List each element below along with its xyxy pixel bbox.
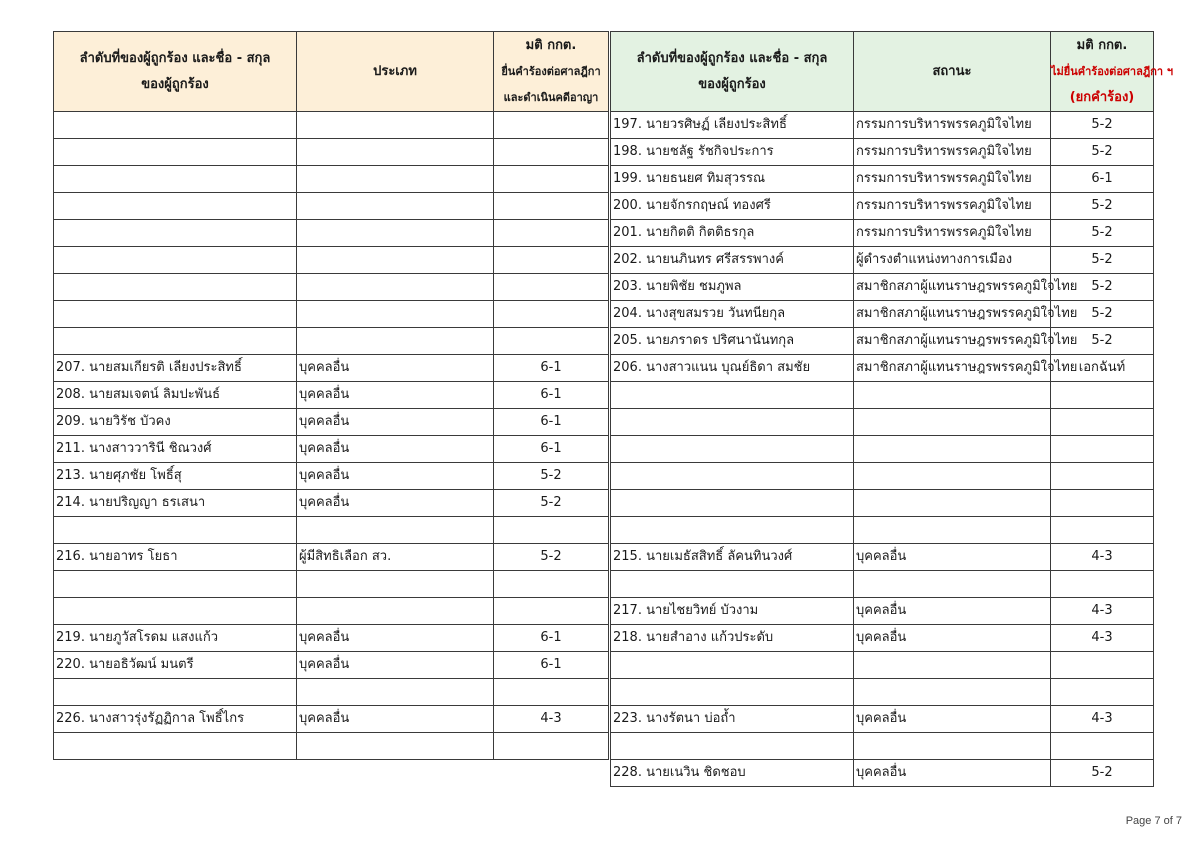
- left-cell-name: 220. นายอธิวัฒน์ มนตรี: [54, 652, 297, 679]
- right-cell-name: 199. นายธนยศ ทิมสุวรรณ: [611, 166, 854, 193]
- left-cell-type: ผู้มีสิทธิเลือก สว.: [297, 544, 494, 571]
- right-table-row: [611, 328, 1154, 355]
- right-cell-status: สมาชิกสภาผู้แทนราษฎรพรรคภูมิใจไทย: [854, 274, 1051, 301]
- right-cell-vote: 5-2: [1051, 193, 1154, 220]
- right-table-row: [611, 517, 1154, 544]
- left-cell-vote: [494, 193, 609, 220]
- left-table-row: [54, 625, 609, 652]
- left-cell-vote: [494, 166, 609, 193]
- right-cell-vote: 5-2: [1051, 112, 1154, 139]
- right-header-name-line1: ลำดับที่ของผู้ถูกร้อง และชื่อ - สกุล: [636, 50, 828, 66]
- right-cell-vote: [1051, 436, 1154, 463]
- right-cell-vote: [1051, 382, 1154, 409]
- right-header-vote-line3: (ยกคำร้อง): [1069, 89, 1135, 105]
- left-cell-name: [54, 571, 297, 598]
- right-cell-status: บุคคลอื่น: [854, 598, 1051, 625]
- right-cell-vote: [1051, 517, 1154, 544]
- right-cell-vote: 5-2: [1051, 220, 1154, 247]
- left-table: [53, 31, 609, 760]
- right-table-row: [611, 139, 1154, 166]
- right-cell-status: [854, 409, 1051, 436]
- left-cell-name: [54, 139, 297, 166]
- right-cell-status: บุคคลอื่น: [854, 544, 1051, 571]
- right-header-status: สถานะ: [854, 32, 1051, 112]
- left-cell-type: [297, 247, 494, 274]
- right-cell-vote: 5-2: [1051, 301, 1154, 328]
- left-cell-type: บุคคลอื่น: [297, 652, 494, 679]
- right-table-row: [611, 706, 1154, 733]
- right-cell-name: 205. นายภราดร ปริศนานันทกุล: [611, 328, 854, 355]
- left-cell-name: [54, 328, 297, 355]
- left-cell-vote: 6-1: [494, 652, 609, 679]
- left-header-vote-line1: มติ กกต.: [525, 37, 577, 53]
- left-cell-vote: [494, 247, 609, 274]
- left-cell-name: 219. นายภูวัสโรดม แสงแก้ว: [54, 625, 297, 652]
- right-table-row: [611, 247, 1154, 274]
- left-cell-vote: 5-2: [494, 463, 609, 490]
- left-cell-vote: 6-1: [494, 436, 609, 463]
- right-cell-vote: [1051, 571, 1154, 598]
- left-cell-type: [297, 571, 494, 598]
- right-cell-vote: [1051, 463, 1154, 490]
- left-cell-type: บุคคลอื่น: [297, 706, 494, 733]
- left-cell-vote: 6-1: [494, 382, 609, 409]
- right-table-row: [611, 544, 1154, 571]
- left-cell-type: [297, 517, 494, 544]
- right-table-row: [611, 760, 1154, 787]
- right-table-row: [611, 382, 1154, 409]
- right-cell-vote: [1051, 409, 1154, 436]
- right-cell-name: [611, 490, 854, 517]
- left-table-body: [54, 112, 609, 760]
- left-cell-vote: 5-2: [494, 490, 609, 517]
- left-cell-vote: [494, 301, 609, 328]
- left-table-row: [54, 355, 609, 382]
- left-cell-type: บุคคลอื่น: [297, 382, 494, 409]
- left-header-vote-line3: และดำเนินคดีอาญา: [503, 90, 599, 104]
- left-table-row: [54, 679, 609, 706]
- left-cell-name: 207. นายสมเกียรติ เลียงประสิทธิ์: [54, 355, 297, 382]
- left-table-row: [54, 193, 609, 220]
- left-cell-name: [54, 220, 297, 247]
- left-table-row: [54, 571, 609, 598]
- left-cell-name: [54, 679, 297, 706]
- left-cell-type: [297, 193, 494, 220]
- left-cell-vote: [494, 598, 609, 625]
- right-cell-status: กรรมการบริหารพรรคภูมิใจไทย: [854, 139, 1051, 166]
- right-cell-name: 204. นางสุขสมรวย วันทนียกุล: [611, 301, 854, 328]
- right-cell-vote: [1051, 490, 1154, 517]
- right-cell-vote: 4-3: [1051, 625, 1154, 652]
- left-header-type: ประเภท: [297, 32, 494, 112]
- right-cell-name: [611, 571, 854, 598]
- right-cell-status: [854, 463, 1051, 490]
- right-table-row: [611, 409, 1154, 436]
- left-header-name: [54, 32, 297, 112]
- right-cell-name: 198. นายชลัฐ รัชกิจประการ: [611, 139, 854, 166]
- right-cell-name: [611, 733, 854, 760]
- right-cell-name: 203. นายพิชัย ชมภูพล: [611, 274, 854, 301]
- right-table-row: [611, 598, 1154, 625]
- right-table-row: [611, 220, 1154, 247]
- right-table-row: [611, 274, 1154, 301]
- right-cell-status: [854, 679, 1051, 706]
- left-cell-type: [297, 733, 494, 760]
- right-cell-vote: เอกฉันท์: [1051, 355, 1154, 382]
- right-cell-name: [611, 517, 854, 544]
- right-table-row: [611, 625, 1154, 652]
- right-cell-status: บุคคลอื่น: [854, 760, 1051, 787]
- left-header-name-line2: ของผู้ถูกร้อง: [141, 76, 209, 92]
- right-table-row: [611, 355, 1154, 382]
- right-cell-name: 223. นางรัตนา บ่อถ้ำ: [611, 706, 854, 733]
- left-cell-name: 208. นายสมเจตน์ ลิมปะพันธ์: [54, 382, 297, 409]
- right-cell-status: [854, 517, 1051, 544]
- left-cell-vote: [494, 274, 609, 301]
- left-table-row: [54, 463, 609, 490]
- left-header-row: [54, 32, 609, 112]
- right-cell-name: 197. นายวรศิษฏ์ เลียงประสิทธิ์: [611, 112, 854, 139]
- left-cell-name: [54, 247, 297, 274]
- left-table-row: [54, 112, 609, 139]
- right-header-name-line2: ของผู้ถูกร้อง: [698, 76, 766, 92]
- right-header-vote-line1: มติ กกต.: [1076, 37, 1128, 53]
- left-cell-name: 216. นายอาทร โยธา: [54, 544, 297, 571]
- left-cell-vote: [494, 112, 609, 139]
- right-cell-status: สมาชิกสภาผู้แทนราษฎรพรรคภูมิใจไทย: [854, 355, 1051, 382]
- right-cell-vote: 5-2: [1051, 247, 1154, 274]
- right-table-row: [611, 571, 1154, 598]
- left-cell-type: [297, 301, 494, 328]
- left-cell-vote: 5-2: [494, 544, 609, 571]
- right-cell-vote: [1051, 733, 1154, 760]
- left-cell-name: [54, 733, 297, 760]
- left-cell-type: บุคคลอื่น: [297, 409, 494, 436]
- left-cell-name: [54, 301, 297, 328]
- left-cell-type: บุคคลอื่น: [297, 490, 494, 517]
- left-cell-vote: 4-3: [494, 706, 609, 733]
- right-cell-name: [611, 679, 854, 706]
- left-cell-vote: [494, 220, 609, 247]
- left-table-row: [54, 139, 609, 166]
- right-cell-status: กรรมการบริหารพรรคภูมิใจไทย: [854, 220, 1051, 247]
- left-cell-type: บุคคลอื่น: [297, 625, 494, 652]
- right-cell-name: 201. นายกิตติ กิตติธรกุล: [611, 220, 854, 247]
- left-cell-vote: [494, 139, 609, 166]
- right-cell-vote: 4-3: [1051, 706, 1154, 733]
- left-table-row: [54, 436, 609, 463]
- left-table-row: [54, 166, 609, 193]
- right-table-row: [611, 436, 1154, 463]
- left-table-row: [54, 247, 609, 274]
- left-cell-type: [297, 679, 494, 706]
- left-cell-vote: 6-1: [494, 625, 609, 652]
- left-cell-name: [54, 193, 297, 220]
- left-table-row: [54, 490, 609, 517]
- right-cell-name: [611, 652, 854, 679]
- left-cell-type: [297, 274, 494, 301]
- left-cell-vote: [494, 571, 609, 598]
- right-cell-name: [611, 463, 854, 490]
- right-table-row: [611, 652, 1154, 679]
- left-table-row: [54, 274, 609, 301]
- right-cell-status: สมาชิกสภาผู้แทนราษฎรพรรคภูมิใจไทย: [854, 301, 1051, 328]
- left-table-row: [54, 382, 609, 409]
- right-cell-status: [854, 490, 1051, 517]
- left-header-vote: [494, 32, 609, 112]
- left-table-row: [54, 409, 609, 436]
- left-header-name-line1: ลำดับที่ของผู้ถูกร้อง และชื่อ - สกุล: [79, 50, 271, 66]
- left-cell-name: [54, 166, 297, 193]
- right-cell-vote: 4-3: [1051, 598, 1154, 625]
- left-cell-name: 226. นางสาวรุ่งรัฏฏิกาล โพธิ์ไกร: [54, 706, 297, 733]
- right-cell-name: 215. นายเมธัสสิทธิ์ ลัคนทินวงศ์: [611, 544, 854, 571]
- left-cell-name: [54, 517, 297, 544]
- left-cell-vote: 6-1: [494, 409, 609, 436]
- left-header-vote-line2: ยื่นคำร้องต่อศาลฎีกา: [501, 64, 601, 78]
- right-header-vote: [1051, 32, 1174, 112]
- right-cell-status: [854, 733, 1051, 760]
- left-cell-name: 214. นายปริญญา ธรเสนา: [54, 490, 297, 517]
- right-cell-status: บุคคลอื่น: [854, 625, 1051, 652]
- right-table-row: [611, 490, 1154, 517]
- left-table-row: [54, 517, 609, 544]
- left-table-row: [54, 301, 609, 328]
- right-cell-status: กรรมการบริหารพรรคภูมิใจไทย: [854, 166, 1051, 193]
- right-cell-vote: [1051, 679, 1154, 706]
- right-cell-name: 202. นายนภินทร ศรีสรรพางค์: [611, 247, 854, 274]
- right-cell-status: [854, 571, 1051, 598]
- left-table-row: [54, 598, 609, 625]
- right-cell-vote: 5-2: [1051, 328, 1154, 355]
- left-table-row: [54, 328, 609, 355]
- left-table-row: [54, 652, 609, 679]
- right-table-body: [611, 112, 1154, 787]
- right-cell-name: [611, 382, 854, 409]
- left-cell-vote: 6-1: [494, 355, 609, 382]
- right-table-row: [611, 193, 1154, 220]
- right-header-vote-line2: ไม่ยื่นคำร้องต่อศาลฎีกา ฯ: [1051, 64, 1174, 78]
- left-cell-type: บุคคลอื่น: [297, 355, 494, 382]
- left-cell-vote: [494, 517, 609, 544]
- left-cell-name: [54, 112, 297, 139]
- left-cell-vote: [494, 679, 609, 706]
- right-cell-name: 200. นายจักรกฤษณ์ ทองศรี: [611, 193, 854, 220]
- left-cell-type: [297, 139, 494, 166]
- right-cell-status: [854, 382, 1051, 409]
- left-cell-type: บุคคลอื่น: [297, 463, 494, 490]
- left-table-row: [54, 733, 609, 760]
- left-cell-name: [54, 598, 297, 625]
- left-cell-type: [297, 112, 494, 139]
- right-cell-name: 217. นายไชยวิทย์ บัวงาม: [611, 598, 854, 625]
- right-table: [610, 31, 1174, 787]
- left-cell-type: [297, 166, 494, 193]
- right-cell-vote: [1051, 652, 1154, 679]
- right-cell-vote: 6-1: [1051, 166, 1154, 193]
- left-cell-vote: [494, 733, 609, 760]
- left-cell-name: 213. นายศุภชัย โพธิ์สุ: [54, 463, 297, 490]
- left-cell-type: [297, 328, 494, 355]
- page-number: Page 7 of 7: [1125, 815, 1182, 827]
- left-table-row: [54, 220, 609, 247]
- right-cell-status: [854, 436, 1051, 463]
- right-table-row: [611, 733, 1154, 760]
- left-cell-name: 209. นายวิรัช บัวคง: [54, 409, 297, 436]
- left-cell-name: [54, 274, 297, 301]
- right-cell-status: บุคคลอื่น: [854, 706, 1051, 733]
- right-table-row: [611, 166, 1154, 193]
- left-cell-type: [297, 220, 494, 247]
- right-cell-name: 206. นางสาวแนน บุณย์ธิดา สมชัย: [611, 355, 854, 382]
- right-cell-name: [611, 436, 854, 463]
- left-cell-name: 211. นางสาววารินี ชิณวงศ์: [54, 436, 297, 463]
- left-table-row: [54, 706, 609, 733]
- right-cell-name: 228. นายเนวิน ชิดชอบ: [611, 760, 854, 787]
- left-table-row: [54, 544, 609, 571]
- right-cell-status: กรรมการบริหารพรรคภูมิใจไทย: [854, 193, 1051, 220]
- right-cell-vote: 5-2: [1051, 760, 1154, 787]
- right-cell-name: [611, 409, 854, 436]
- right-table-row: [611, 679, 1154, 706]
- left-cell-type: [297, 598, 494, 625]
- right-cell-status: [854, 652, 1051, 679]
- right-header-name: [611, 32, 854, 112]
- right-cell-status: ผู้ดำรงตำแหน่งทางการเมือง: [854, 247, 1051, 274]
- right-cell-vote: 4-3: [1051, 544, 1154, 571]
- right-table-row: [611, 301, 1154, 328]
- right-table-row: [611, 112, 1154, 139]
- right-cell-status: กรรมการบริหารพรรคภูมิใจไทย: [854, 112, 1051, 139]
- left-cell-type: บุคคลอื่น: [297, 436, 494, 463]
- right-cell-vote: 5-2: [1051, 139, 1154, 166]
- right-cell-vote: 5-2: [1051, 274, 1154, 301]
- right-cell-status: สมาชิกสภาผู้แทนราษฎรพรรคภูมิใจไทย: [854, 328, 1051, 355]
- right-header-row: [611, 32, 1154, 112]
- left-cell-vote: [494, 328, 609, 355]
- right-cell-name: 218. นายสำอาง แก้วประดับ: [611, 625, 854, 652]
- right-table-row: [611, 463, 1154, 490]
